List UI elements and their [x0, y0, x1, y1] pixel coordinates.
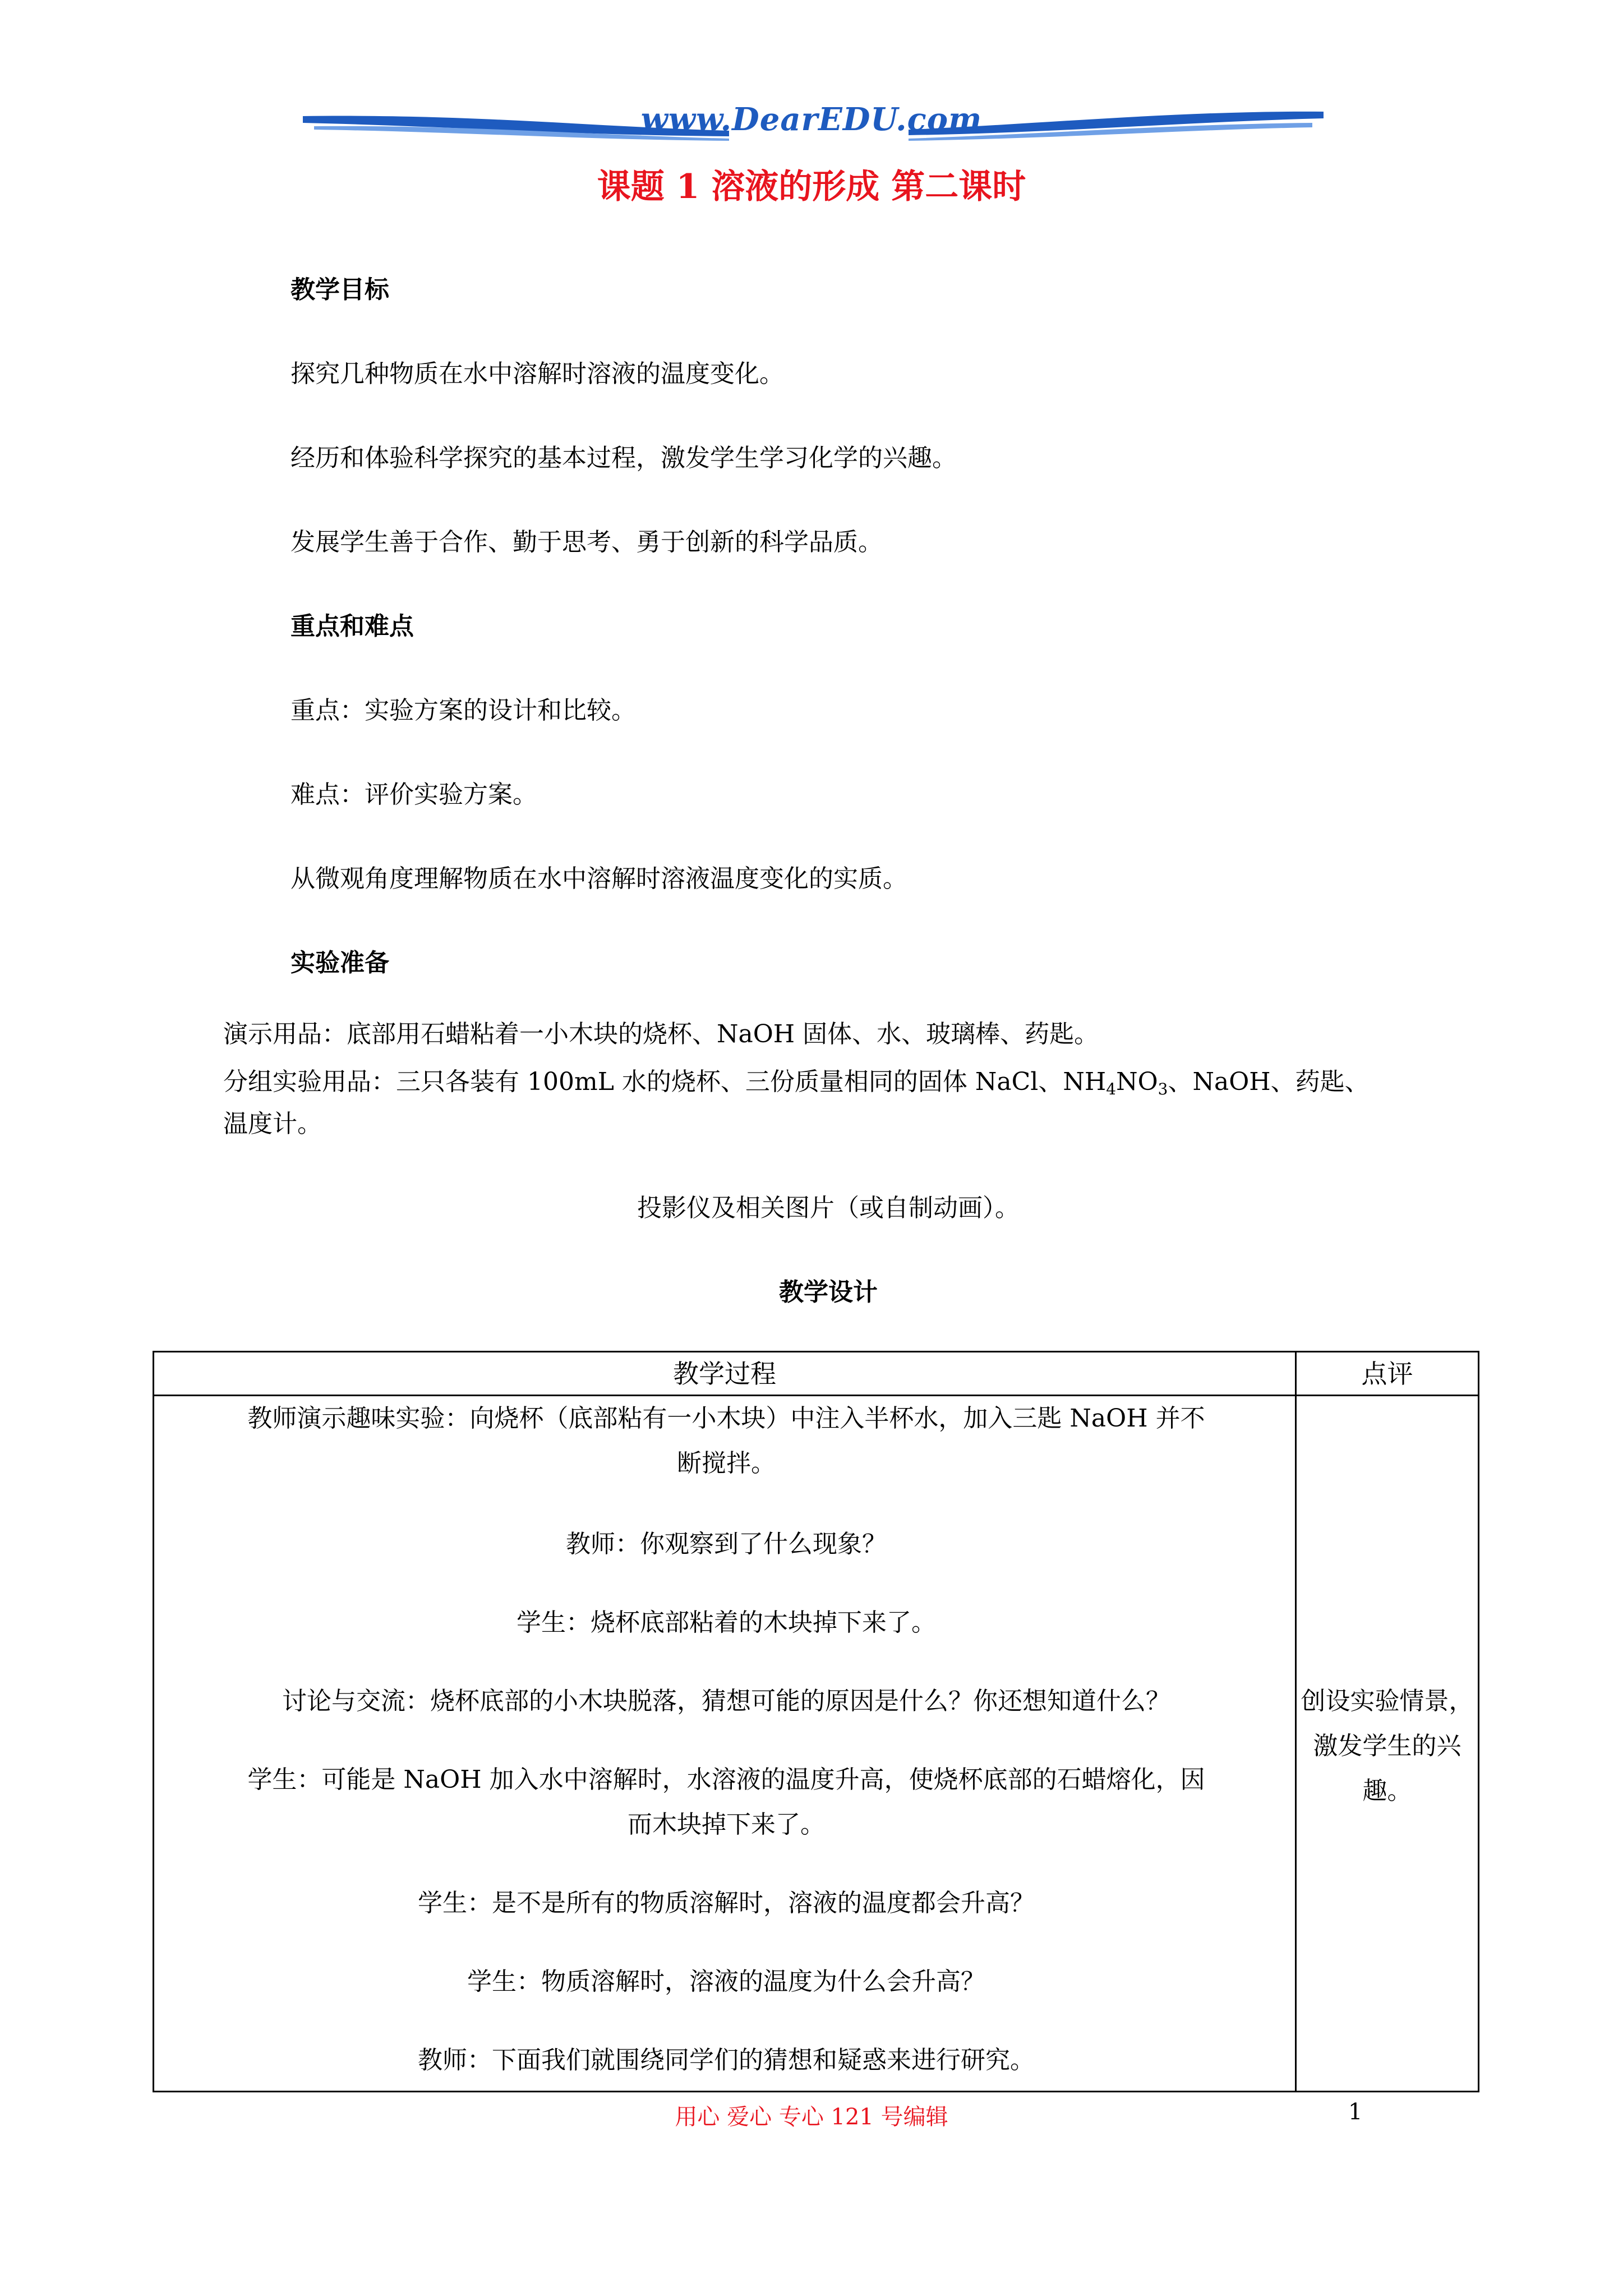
process-line: 学生：物质溶解时，溶液的温度为什么会升高？	[467, 1967, 985, 1996]
process-line: 教师：你观察到了什么现象？	[566, 1530, 887, 1558]
comment-line: 激发学生的兴	[1313, 1732, 1461, 1760]
design-heading: 教学设计	[779, 1278, 878, 1306]
process-line: 断搅拌。	[677, 1449, 776, 1478]
objective-item: 经历和体验科学探究的基本过程，激发学生学习化学的兴趣。	[291, 444, 957, 472]
group-materials-part: 、NaOH、药匙、	[1168, 1068, 1370, 1096]
key-point-item: 重点：实验方案的设计和比较。	[291, 696, 636, 725]
objective-item: 发展学生善于合作、勤于思考、勇于创新的科学品质。	[291, 528, 883, 556]
header-divider	[154, 1395, 1478, 1396]
site-logo-text: www.DearEDU.com	[640, 101, 983, 138]
projector-note: 投影仪及相关图片（或自制动画）。	[637, 1194, 1020, 1222]
group-materials-part: 分组实验用品：三只各装有 100mL 水的烧杯、三份质量相同的固体 NaCl、NH	[223, 1068, 1106, 1096]
subscript: 3	[1158, 1080, 1168, 1098]
key-points-heading: 重点和难点	[291, 612, 414, 641]
footer-text: 用心 爱心 专心 121 号编辑	[675, 2104, 948, 2130]
group-materials	[223, 1064, 1370, 1107]
column-header-comment: 点评	[1361, 1359, 1413, 1389]
page-number: 1	[1348, 2099, 1363, 2125]
column-divider	[1295, 1352, 1297, 2091]
process-line: 教师演示趣味实验：向烧杯（底部粘有一小木块）中注入半杯水，加入三匙 NaOH 并不	[247, 1404, 1205, 1433]
subscript: 4	[1106, 1080, 1117, 1098]
process-line: 学生：烧杯底部粘着的木块掉下来了。	[517, 1608, 936, 1637]
objective-item: 探究几种物质在水中溶解时溶液的温度变化。	[291, 360, 784, 388]
demo-materials: 演示用品：底部用石蜡粘着一小木块的烧杯、NaOH 固体、水、玻璃棒、药匙。	[223, 1020, 1099, 1048]
key-point-item: 难点：评价实验方案。	[291, 780, 537, 809]
column-header-process: 教学过程	[673, 1359, 776, 1389]
comment-line: 趣。	[1362, 1777, 1412, 1805]
key-point-item: 从微观角度理解物质在水中溶解时溶液温度变化的实质。	[291, 864, 907, 893]
process-line: 教师：下面我们就围绕同学们的猜想和疑惑来进行研究。	[418, 2046, 1035, 2074]
comment-line: 创设实验情景，	[1301, 1687, 1474, 1715]
process-line: 而木块掉下来了。	[628, 1810, 825, 1839]
document-title: 课题 1 溶液的形成 第二课时	[597, 167, 1026, 206]
process-line: 讨论与交流：烧杯底部的小木块脱落，猜想可能的原因是什么？你还想知道什么？	[282, 1687, 1170, 1715]
process-line: 学生：是不是所有的物质溶解时，溶液的温度都会升高？	[418, 1889, 1035, 1917]
objectives-heading: 教学目标	[291, 275, 389, 304]
group-materials-continued: 温度计。	[223, 1110, 322, 1138]
group-materials-part: NO	[1116, 1068, 1158, 1096]
process-line: 学生：可能是 NaOH 加入水中溶解时，水溶液的温度升高，使烧杯底部的石蜡熔化，因	[247, 1765, 1205, 1794]
teaching-design-table	[153, 1351, 1479, 2092]
preparation-heading: 实验准备	[291, 949, 389, 977]
